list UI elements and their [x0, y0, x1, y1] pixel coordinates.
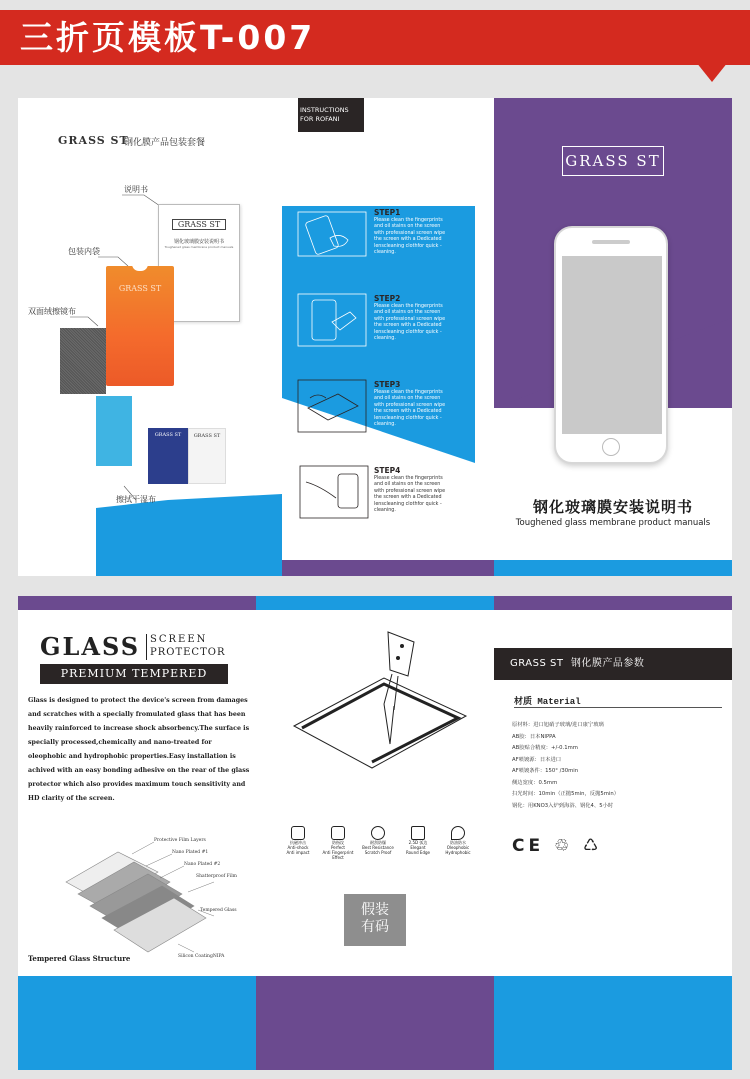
- spec-item: AF喷镀条件：150° /30min: [512, 768, 579, 774]
- spec-header: GRASS ST 钢化膜产品参数: [494, 648, 732, 680]
- spec-item: AF喷镀源：日本进口: [512, 756, 562, 763]
- block-middle-bottom: [256, 976, 494, 1070]
- layer-label-3: Nano Plated #2: [184, 862, 221, 867]
- feature-4-line-3: Round Edge: [406, 850, 430, 855]
- layer-label-4: Shatterproof Film: [196, 874, 237, 879]
- shield-icon: [291, 826, 305, 840]
- cover-brand: GRASS ST: [562, 146, 664, 176]
- phone-screen: [562, 256, 662, 434]
- spec-item: AB胶：日本NIPPA: [512, 733, 556, 740]
- stripe-right-top: [494, 596, 732, 610]
- spec-item: 钢化：用KNO3入炉到海浴、钢化4、5小时: [512, 802, 614, 809]
- stamp-line-2: 有码: [361, 919, 389, 935]
- cover-title-en: Toughened glass membrane product manuals: [515, 518, 711, 528]
- banner-notch: [696, 62, 728, 82]
- label-manual: 说明书: [124, 185, 148, 194]
- layer-label-2: Nano Plated #1: [172, 850, 209, 855]
- stripe-middle-top: [256, 596, 494, 610]
- spec-item: 扫光时间：10min（正抛5min，反抛5min）: [512, 791, 620, 797]
- block-left-bottom: [18, 976, 256, 1070]
- page-title: 三折页模板T-007: [20, 18, 316, 57]
- logo-glass: GLASS: [40, 632, 141, 661]
- feature-1-line-2: Anti-shock: [287, 845, 309, 850]
- water-drop-icon: [451, 826, 465, 840]
- step-2-title: STEP2: [374, 294, 401, 303]
- step-3-title: STEP3: [374, 380, 401, 389]
- step-3-text: Please clean the fingerprints and oil stains on the screen with professional screen wipe the screen with a Dedicated lenscleaning clothfor quick -cleaning.: [374, 390, 446, 428]
- instructions-badge: [298, 98, 364, 132]
- stamp-line-1: 假装: [361, 902, 389, 918]
- bag-brand: GRASS ST: [118, 284, 162, 293]
- cleaning-cloth: [60, 328, 106, 394]
- product-description: Glass is designed to protect the device's screen from damages and scratches with a specially fromulated glass that has been heavily rainforced to increase shock absorbency.The surface is specially processed,chemically and nano-treated for oleophobic and hydrophobic properties.Easy installation is achived with an easy bonding adhesive on the rear of the glass protector which also provides maximum touch sensitivity and HD clarity of the screen.: [28, 697, 250, 802]
- badge-line-1: INSTRUCTIONS: [300, 106, 349, 114]
- feature-3-line-1: 耐刮防爆: [370, 840, 386, 845]
- package-title: 钢化膜产品包装套餐: [124, 138, 206, 148]
- manual-card-sub: Toughened glass membrane product manuals: [164, 245, 234, 249]
- spec-item: 侧边宽度：0.5mm: [512, 779, 558, 786]
- certification-icons: CE ♲ ♺: [512, 836, 603, 856]
- spec-item: AB胶贴合精度：+/-0.1mm: [512, 745, 578, 751]
- cover-title-cn: 钢化玻璃膜安装说明书: [532, 498, 693, 516]
- feature-2-line-2: Perfect: [330, 845, 345, 850]
- phone-mockup: [554, 226, 668, 464]
- stripe-left-top: [18, 596, 256, 610]
- feature-5-line-3: Hydrophobic: [445, 850, 471, 855]
- step-3-illustration: [296, 378, 368, 434]
- step-1-text: Please clean the fingerprints and oil stains on the screen with professional screen wipe the screen with a Dedicated lenscleaning clothfor quick -cleaning.: [374, 218, 446, 256]
- round-edge-icon: [411, 826, 425, 840]
- step-4: [298, 464, 478, 534]
- feature-scratch-proof: [360, 826, 396, 855]
- logo-protector: PROTECTOR: [150, 647, 226, 658]
- dry-wipe-card: [188, 428, 226, 484]
- step-4-text: Please clean the fingerprints and oil stains on the screen with professional screen wipe the screen with a Dedicated lenscleaning clothfor quick -cleaning.: [374, 476, 446, 514]
- feature-5-line-1: 防油防水: [450, 840, 466, 845]
- step-1-title: STEP1: [374, 208, 401, 217]
- step-1: [296, 206, 476, 276]
- step-2: [296, 292, 476, 362]
- step-4-illustration: [298, 464, 370, 520]
- drill-illustration: [280, 626, 476, 796]
- dry-wipe-brand: GRASS ST: [193, 433, 221, 439]
- phone-home-button: [602, 438, 620, 456]
- material-divider: [514, 707, 722, 708]
- glass-structure-diagram: [58, 832, 258, 972]
- placeholder-code-stamp: [344, 894, 406, 946]
- step-4-title: STEP4: [374, 466, 401, 475]
- feature-2-line-1: 防指纹: [332, 840, 344, 845]
- logo-divider: [146, 634, 147, 660]
- feature-1-line-3: Anti impact: [286, 850, 310, 855]
- feature-anti-shock: [280, 826, 316, 855]
- layer-label-1: Protective Film Layers: [154, 838, 206, 843]
- feature-3-line-2: Best Resistance: [362, 845, 394, 850]
- feature-oleophobic: [440, 826, 476, 855]
- step-2-text: Please clean the fingerprints and oil stains on the screen with professional screen wipe the screen with a Dedicated lenscleaning clothfor quick -cleaning.: [374, 304, 446, 342]
- feature-icons: [280, 826, 476, 866]
- phone-speaker: [592, 240, 630, 244]
- layer-label-5: Tempered Glass: [200, 908, 237, 913]
- feature-2-line-3: Anti Fingerprint Effect: [322, 850, 354, 860]
- material-title: 材质 Material: [514, 697, 581, 707]
- brochure-outside: [18, 98, 732, 576]
- layer-label-6: Silicon CoatingNIPA: [178, 954, 225, 959]
- spec-list: [512, 720, 726, 812]
- label-cloth: 双面绒擦镜布: [28, 307, 76, 316]
- feature-5-line-2: Oleophobic: [446, 845, 470, 850]
- badge-line-2: FOR ROFANI: [300, 115, 340, 123]
- step-1-illustration: [296, 206, 368, 260]
- fingerprint-icon: [331, 826, 345, 840]
- spec-item: 原材料：进口旭硝子玻璃/进口康宁玻璃: [512, 722, 604, 728]
- dry-wipe-packet: [96, 396, 132, 466]
- manual-card-brand: GRASS ST: [172, 219, 226, 230]
- feature-4-line-2: Elegant: [410, 845, 426, 850]
- feature-anti-fingerprint: [320, 826, 356, 860]
- premium-banner: PREMIUM TEMPERED: [40, 664, 228, 684]
- title-banner: [0, 0, 750, 86]
- logo-screen: SCREEN: [150, 634, 208, 645]
- package-brand: GRASS ST: [58, 134, 129, 147]
- scratch-icon: [371, 826, 385, 840]
- structure-caption: Tempered Glass Structure: [28, 954, 131, 963]
- step-3: [296, 378, 476, 448]
- wet-wipe-packet: [148, 428, 188, 484]
- label-bag: 包装内袋: [68, 247, 100, 256]
- label-wipes: 擦拭干湿布: [116, 495, 156, 504]
- step-2-illustration: [296, 292, 368, 348]
- feature-1-line-1: 抗磁冲击: [290, 840, 306, 845]
- wet-wipe-brand: GRASS ST: [154, 432, 182, 438]
- brochure-inside: [18, 596, 732, 1070]
- block-right-bottom: [494, 976, 732, 1070]
- bag-hang-hole: [132, 264, 148, 271]
- feature-round-edge: [400, 826, 436, 855]
- feature-4-line-1: 2.5D 弧边: [408, 840, 428, 845]
- feature-3-line-3: Scratch Proof: [364, 850, 392, 855]
- packaging-bag: [106, 266, 174, 386]
- manual-card-title: 钢化玻璃膜安装说明书: [173, 239, 224, 245]
